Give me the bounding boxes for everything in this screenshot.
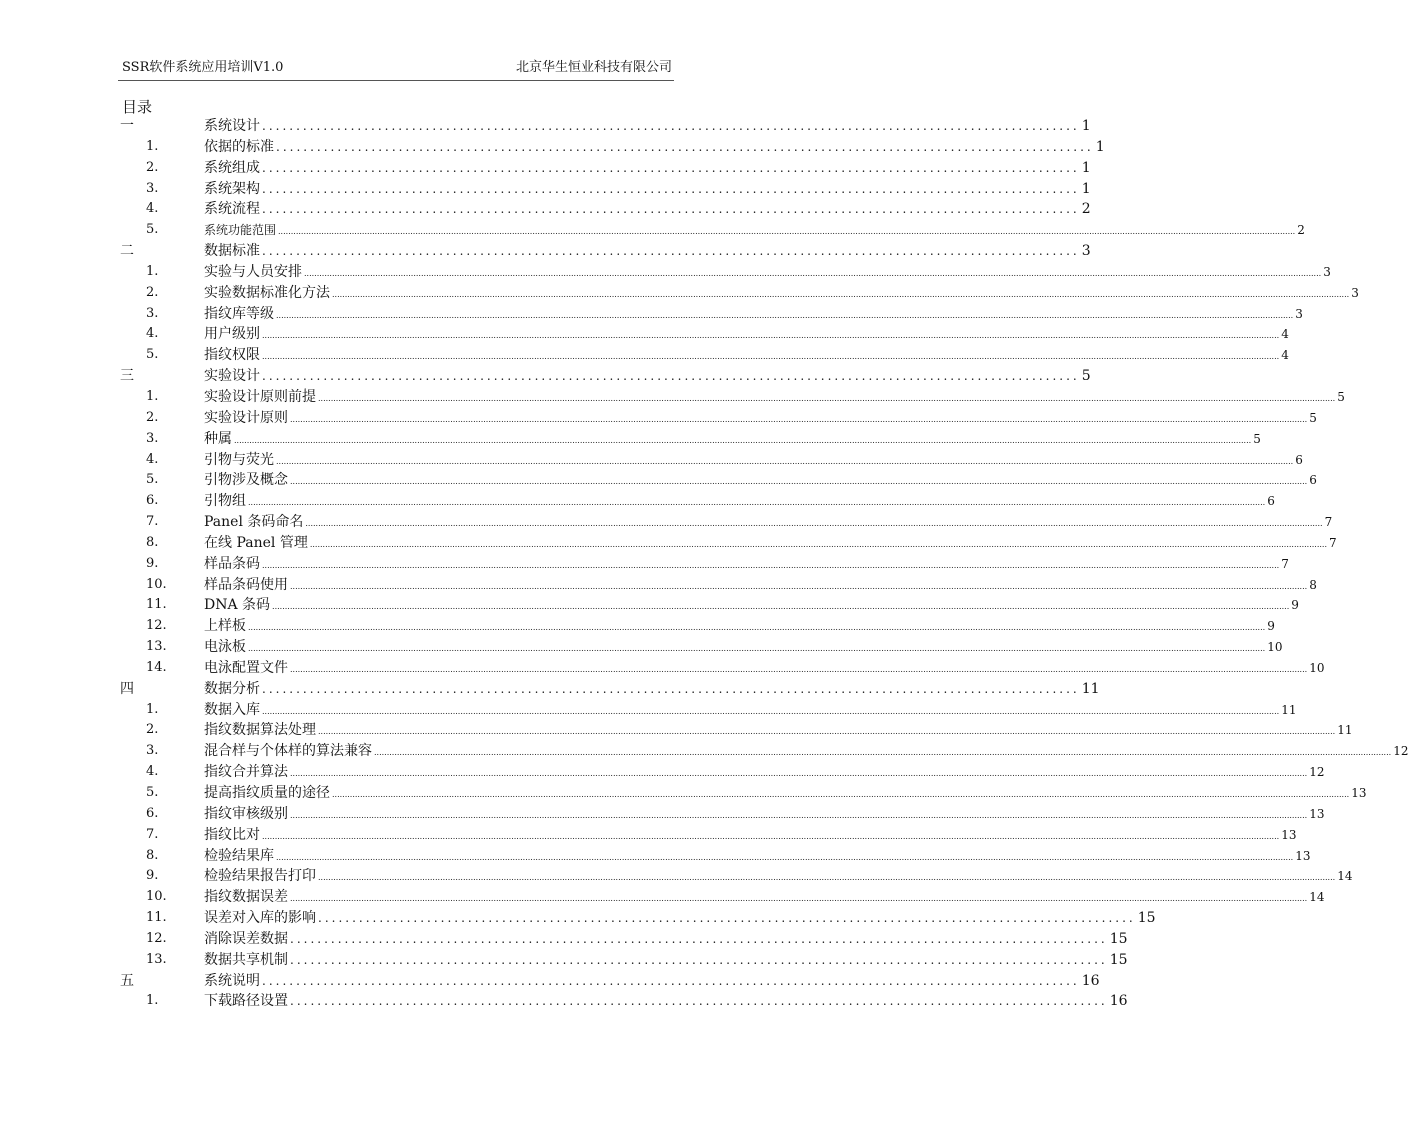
toc-entry[interactable] bbox=[120, 262, 1331, 283]
toc-entry-page-number: 3 bbox=[1323, 264, 1331, 279]
toc-entry-line bbox=[204, 450, 1303, 473]
toc-entry-title: 提高指纹质量的途径 bbox=[204, 783, 332, 804]
toc-entry[interactable] bbox=[120, 658, 1325, 679]
toc-entry-page-number: 10 bbox=[1267, 640, 1283, 655]
toc-entry[interactable] bbox=[120, 554, 1289, 575]
toc-entry-line bbox=[204, 950, 1128, 971]
header-company-name: 北京华生恒业科技有限公司 bbox=[515, 60, 672, 75]
toc-entry-title: 样品条码 bbox=[204, 554, 262, 575]
toc-entry-title: 种属 bbox=[204, 429, 234, 450]
toc-entry-page-number: 9 bbox=[1267, 619, 1275, 634]
toc-entry-page-number: 13 bbox=[1309, 806, 1325, 821]
page-header bbox=[122, 56, 672, 76]
toc-entry-page-number: 16 bbox=[1081, 972, 1100, 989]
toc-entry-title: 引物与荧光 bbox=[204, 450, 276, 471]
toc-leader-dots: ................................................................................................................................................................................................................................................................................................................................................................................................................ bbox=[374, 748, 1392, 758]
toc-entry[interactable] bbox=[120, 929, 1128, 950]
toc-entry-title: 实验与人员安排 bbox=[204, 262, 304, 283]
toc-entry-line bbox=[204, 262, 1331, 285]
toc-leader-dots: ................................................................................................................................................................................................................................................................................................................................................................................................................ bbox=[290, 810, 1308, 820]
toc-entry-title: 指纹库等级 bbox=[204, 304, 276, 325]
toc-entry-number: 2. bbox=[146, 159, 159, 175]
toc-leader-dots: ................................................................................................................................................................................................................................................................................................................................................................................................................ bbox=[262, 831, 1280, 841]
toc-entry[interactable] bbox=[120, 720, 1353, 741]
toc-entry-page-number: 13 bbox=[1295, 848, 1311, 863]
toc-entry-number: 6. bbox=[146, 805, 159, 821]
toc-leader-dots: ................................................................................................................................................................................................................................................................................................................................................................................................................ bbox=[276, 456, 1294, 466]
toc-entry-line bbox=[204, 887, 1325, 910]
toc-entry-page-number: 6 bbox=[1309, 473, 1317, 488]
toc-entry-line bbox=[204, 429, 1261, 452]
toc-entry-title: 上样板 bbox=[204, 616, 248, 637]
toc-entry[interactable] bbox=[120, 762, 1325, 783]
toc-entry-line bbox=[204, 804, 1325, 827]
header-document-title: SSR软件系统应用培训V1.0 bbox=[122, 60, 284, 75]
toc-entry-title: 电泳配置文件 bbox=[204, 658, 290, 679]
toc-entry-number: 13. bbox=[146, 951, 167, 967]
toc-leader-dots: ................................................................................................................................................................................................................................................................................................................................................................................................................ bbox=[290, 664, 1308, 674]
toc-entry[interactable] bbox=[120, 825, 1297, 846]
toc-leader-dots: ................................................................................................................................................................................................................................................................................................................................................................................................................ bbox=[262, 331, 1280, 341]
toc-entry-page-number: 15 bbox=[1109, 930, 1128, 947]
header-divider bbox=[118, 80, 674, 81]
toc-leader-dots: ........................................................................................................................ bbox=[262, 973, 1080, 988]
toc-entry-title: 指纹数据算法处理 bbox=[204, 720, 318, 741]
toc-entry-page-number: 8 bbox=[1309, 577, 1317, 592]
toc-entry-page-number: 4 bbox=[1281, 327, 1289, 342]
toc-entry-title: 指纹权限 bbox=[204, 345, 262, 366]
toc-entry-line bbox=[204, 137, 1105, 158]
toc-entry-line bbox=[204, 720, 1353, 743]
toc-leader-dots: ................................................................................................................................................................................................................................................................................................................................................................................................................ bbox=[234, 435, 1252, 445]
toc-entry[interactable] bbox=[120, 637, 1283, 658]
toc-entry[interactable] bbox=[120, 116, 1091, 137]
toc-entry-number: 五 bbox=[120, 972, 134, 989]
table-of-contents bbox=[120, 116, 1408, 1012]
toc-leader-dots: ................................................................................................................................................................................................................................................................................................................................................................................................................ bbox=[318, 727, 1336, 737]
toc-entry-line bbox=[204, 387, 1345, 410]
toc-leader-dots: ................................................................................................................................................................................................................................................................................................................................................................................................................ bbox=[262, 352, 1280, 362]
toc-entry[interactable] bbox=[120, 408, 1317, 429]
toc-entry-line bbox=[204, 825, 1297, 848]
toc-entry[interactable] bbox=[120, 324, 1289, 345]
toc-entry-title: 下载路径设置 bbox=[204, 991, 290, 1012]
toc-leader-dots: ........................................................................................................................ bbox=[262, 244, 1080, 259]
toc-leader-dots: ................................................................................................................................................................................................................................................................................................................................................................................................................ bbox=[276, 310, 1294, 320]
toc-entry[interactable] bbox=[120, 512, 1333, 533]
toc-entry-title: 实验设计原则前提 bbox=[204, 387, 318, 408]
toc-leader-dots: ........................................................................................................................ bbox=[262, 369, 1080, 384]
toc-entry[interactable] bbox=[120, 199, 1091, 220]
toc-entry-number: 3. bbox=[146, 430, 159, 446]
toc-entry-number: 1. bbox=[146, 388, 159, 404]
toc-entry-line bbox=[204, 408, 1317, 431]
toc-leader-dots: ................................................................................................................................................................................................................................................................................................................................................................................................................ bbox=[318, 393, 1336, 403]
toc-entry[interactable] bbox=[120, 616, 1275, 637]
toc-leader-dots: ................................................................................................................................................................................................................................................................................................................................................................................................................ bbox=[290, 894, 1308, 904]
toc-heading: 目录 bbox=[122, 98, 153, 116]
toc-entry-title: 系统设计 bbox=[204, 116, 262, 137]
toc-entry-page-number: 6 bbox=[1267, 494, 1275, 509]
toc-entry[interactable] bbox=[120, 304, 1303, 325]
toc-entry[interactable] bbox=[120, 971, 1100, 992]
toc-leader-dots: ................................................................................................................................................................................................................................................................................................................................................................................................................ bbox=[309, 539, 1328, 549]
toc-entry-line bbox=[204, 470, 1317, 493]
toc-entry[interactable] bbox=[120, 137, 1105, 158]
toc-leader-dots: ........................................................................................................................ bbox=[262, 160, 1080, 175]
toc-entry-number: 1. bbox=[146, 993, 159, 1009]
toc-entry-page-number: 1 bbox=[1081, 180, 1091, 197]
toc-leader-dots: ................................................................................................................................................................................................................................................................................................................................................................................................................ bbox=[272, 602, 1290, 612]
toc-leader-dots: ................................................................................................................................................................................................................................................................................................................................................................................................................ bbox=[290, 477, 1308, 487]
toc-leader-dots: ................................................................................................................................................................................................................................................................................................................................................................................................................ bbox=[262, 706, 1280, 716]
toc-entry-title: 依据的标准 bbox=[204, 137, 276, 158]
toc-entry-number: 10. bbox=[146, 576, 167, 592]
toc-entry[interactable] bbox=[120, 158, 1091, 179]
toc-entry-title: 系统组成 bbox=[204, 158, 262, 179]
toc-entry-line bbox=[204, 158, 1091, 179]
toc-entry-number: 5. bbox=[146, 347, 159, 363]
toc-entry-line bbox=[204, 908, 1156, 929]
toc-entry-page-number: 11 bbox=[1337, 723, 1353, 738]
toc-entry-title: 在线 Panel 管理 bbox=[204, 533, 310, 554]
toc-leader-dots: ................................................................................................................................................................................................................................................................................................................................................................................................................ bbox=[248, 644, 1266, 654]
toc-entry-title: 检验结果库 bbox=[204, 846, 276, 867]
toc-entry-number: 一 bbox=[120, 118, 134, 134]
toc-entry-number: 6. bbox=[146, 493, 159, 509]
toc-entry-title: 系统架构 bbox=[204, 179, 262, 200]
toc-leader-dots: ................................................................................................................................................................................................................................................................................................................................................................................................................ bbox=[305, 519, 1323, 529]
toc-leader-dots: ................................................................................................................................................................................................................................................................................................................................................................................................................ bbox=[248, 623, 1266, 633]
toc-entry-page-number: 14 bbox=[1309, 890, 1325, 905]
toc-entry-number: 11. bbox=[146, 910, 167, 926]
toc-leader-dots: ................................................................................................................................................................................................................................................................................................................................................................................................................ bbox=[318, 873, 1336, 883]
toc-entry-number: 四 bbox=[120, 680, 134, 697]
toc-leader-dots: ................................................................................................................................................................................................................................................................................................................................................................................................................ bbox=[290, 581, 1308, 591]
toc-entry-line bbox=[204, 866, 1353, 889]
toc-entry-line bbox=[204, 741, 1408, 764]
toc-leader-dots: ................................................................................................................................................................................................................................................................................................................................................................................................................ bbox=[248, 498, 1266, 508]
toc-leader-dots: ................................................................................................................................................................................................................................................................................................................................................................................................................ bbox=[278, 227, 1296, 237]
toc-entry-title: 实验设计原则 bbox=[204, 408, 290, 429]
toc-entry-page-number: 7 bbox=[1324, 515, 1333, 530]
toc-entry-page-number: 7 bbox=[1281, 556, 1289, 571]
toc-entry-title: 指纹审核级别 bbox=[204, 804, 290, 825]
toc-entry[interactable] bbox=[120, 179, 1091, 200]
toc-entry-line bbox=[204, 220, 1305, 243]
toc-entry-line bbox=[204, 762, 1325, 785]
toc-entry-number: 2. bbox=[146, 284, 159, 300]
toc-entry-line bbox=[204, 199, 1091, 220]
toc-entry-number: 5. bbox=[146, 222, 159, 238]
toc-entry-title: Panel 条码命名 bbox=[204, 512, 305, 533]
toc-entry-number: 13. bbox=[146, 639, 167, 655]
toc-entry-line bbox=[204, 929, 1128, 950]
toc-leader-dots: ........................................................................................................................ bbox=[318, 911, 1136, 926]
toc-entry-line bbox=[204, 241, 1091, 262]
toc-entry-line bbox=[204, 491, 1275, 514]
toc-entry[interactable] bbox=[120, 595, 1299, 616]
toc-entry-line bbox=[204, 116, 1091, 137]
toc-entry[interactable] bbox=[120, 991, 1128, 1012]
toc-entry-number: 5. bbox=[146, 472, 159, 488]
toc-entry-title: DNA 条码 bbox=[204, 595, 272, 616]
toc-entry-number: 9. bbox=[146, 868, 159, 884]
toc-entry[interactable] bbox=[120, 491, 1275, 512]
toc-entry-title: 引物组 bbox=[204, 491, 248, 512]
toc-entry-line bbox=[204, 616, 1275, 639]
toc-entry[interactable] bbox=[120, 366, 1091, 387]
toc-entry-page-number: 13 bbox=[1351, 786, 1367, 800]
toc-leader-dots: ........................................................................................................................ bbox=[290, 931, 1108, 946]
toc-entry-number: 3. bbox=[146, 305, 159, 321]
toc-entry-line bbox=[204, 679, 1100, 700]
toc-entry-title: 指纹合并算法 bbox=[204, 762, 290, 783]
toc-entry-number: 2. bbox=[146, 722, 159, 738]
toc-entry-number: 1. bbox=[146, 138, 159, 154]
toc-entry[interactable] bbox=[120, 679, 1100, 700]
toc-entry[interactable] bbox=[120, 866, 1353, 887]
toc-entry-title: 消除误差数据 bbox=[204, 929, 290, 950]
toc-entry-title: 误差对入库的影响 bbox=[204, 908, 318, 929]
toc-leader-dots: ................................................................................................................................................................................................................................................................................................................................................................................................................ bbox=[332, 790, 1350, 799]
toc-entry-page-number: 5 bbox=[1337, 389, 1345, 404]
toc-entry-page-number: 5 bbox=[1253, 431, 1261, 446]
toc-entry-number: 8. bbox=[146, 534, 159, 550]
toc-entry-page-number: 5 bbox=[1081, 368, 1091, 385]
toc-entry-number: 14. bbox=[146, 659, 167, 675]
toc-entry-page-number: 12 bbox=[1309, 765, 1325, 780]
toc-entry-page-number: 3 bbox=[1351, 285, 1359, 300]
toc-entry-number: 4. bbox=[146, 764, 159, 780]
toc-entry[interactable] bbox=[120, 908, 1156, 929]
toc-entry-number: 11. bbox=[146, 597, 167, 613]
toc-entry-number: 3. bbox=[146, 180, 159, 196]
toc-entry-page-number: 16 bbox=[1109, 993, 1128, 1010]
toc-entry-title: 用户级别 bbox=[204, 324, 262, 345]
toc-entry[interactable] bbox=[120, 387, 1345, 408]
toc-entry-line bbox=[204, 179, 1091, 200]
toc-entry[interactable] bbox=[120, 846, 1311, 867]
toc-entry-title: 数据入库 bbox=[204, 700, 262, 721]
toc-entry-number: 4. bbox=[146, 451, 159, 467]
toc-entry-line bbox=[204, 324, 1289, 347]
toc-entry-title: 混合样与个体样的算法兼容 bbox=[204, 741, 374, 762]
toc-entry-line bbox=[204, 366, 1091, 387]
toc-entry-number: 12. bbox=[146, 618, 167, 634]
toc-entry-title: 系统说明 bbox=[204, 971, 262, 992]
toc-entry-page-number: 12 bbox=[1393, 744, 1408, 759]
toc-entry-page-number: 1 bbox=[1081, 159, 1091, 176]
toc-entry-number: 2. bbox=[146, 409, 159, 425]
toc-entry-number: 5. bbox=[146, 785, 159, 800]
toc-entry-number: 7. bbox=[146, 514, 159, 530]
toc-entry-number: 7. bbox=[146, 826, 159, 842]
toc-entry-number: 4. bbox=[146, 326, 159, 342]
toc-entry[interactable] bbox=[120, 700, 1297, 721]
toc-entry-number: 三 bbox=[120, 368, 134, 385]
toc-entry-page-number: 7 bbox=[1329, 535, 1337, 550]
toc-entry-page-number: 3 bbox=[1295, 306, 1303, 321]
toc-entry[interactable] bbox=[120, 429, 1261, 450]
toc-entry-line bbox=[204, 304, 1303, 327]
toc-entry-page-number: 14 bbox=[1337, 869, 1353, 884]
toc-entry-number: 3. bbox=[146, 743, 159, 759]
toc-entry-title: 实验设计 bbox=[204, 366, 262, 387]
toc-entry-title: 样品条码使用 bbox=[204, 575, 290, 596]
toc-leader-dots: ........................................................................................................................ bbox=[290, 952, 1108, 967]
toc-entry[interactable] bbox=[120, 283, 1359, 304]
toc-entry-page-number: 15 bbox=[1137, 910, 1156, 927]
toc-entry-title: 系统流程 bbox=[204, 199, 262, 220]
toc-entry-number: 8. bbox=[146, 847, 159, 863]
toc-entry[interactable] bbox=[120, 950, 1128, 971]
toc-leader-dots: ........................................................................................................................ bbox=[262, 681, 1080, 696]
toc-leader-dots: ........................................................................................................................ bbox=[262, 119, 1080, 133]
toc-entry-title: 指纹数据误差 bbox=[204, 887, 290, 908]
toc-entry[interactable] bbox=[120, 220, 1305, 241]
toc-entry[interactable] bbox=[120, 345, 1289, 366]
toc-entry[interactable] bbox=[120, 887, 1325, 908]
toc-entry-title: 数据标准 bbox=[204, 241, 262, 262]
toc-leader-dots: ........................................................................................................................ bbox=[262, 202, 1080, 217]
toc-entry[interactable] bbox=[120, 804, 1325, 825]
toc-entry-title: 实验数据标准化方法 bbox=[204, 283, 332, 304]
toc-entry-page-number: 5 bbox=[1309, 410, 1317, 425]
toc-entry-number: 1. bbox=[146, 263, 159, 279]
toc-entry[interactable] bbox=[120, 783, 1367, 804]
toc-entry-line bbox=[204, 846, 1311, 869]
toc-leader-dots: ................................................................................................................................................................................................................................................................................................................................................................................................................ bbox=[304, 268, 1322, 278]
toc-entry-number: 1. bbox=[146, 701, 159, 717]
toc-entry-title: 检验结果报告打印 bbox=[204, 866, 318, 887]
toc-entry-title: 电泳板 bbox=[204, 637, 248, 658]
toc-entry-line bbox=[204, 658, 1325, 681]
toc-entry-number: 10. bbox=[146, 889, 167, 905]
toc-entry-line bbox=[204, 533, 1337, 556]
toc-entry-page-number: 15 bbox=[1109, 951, 1128, 968]
toc-entry[interactable] bbox=[120, 470, 1317, 491]
toc-entry-page-number: 9 bbox=[1291, 598, 1299, 613]
toc-entry-line bbox=[204, 595, 1299, 618]
toc-entry-page-number: 6 bbox=[1295, 452, 1303, 467]
toc-entry[interactable] bbox=[120, 241, 1091, 262]
toc-entry-line bbox=[204, 345, 1289, 368]
toc-leader-dots: ........................................................................................................................ bbox=[276, 139, 1094, 154]
toc-entry-line bbox=[204, 700, 1297, 723]
toc-leader-dots: ................................................................................................................................................................................................................................................................................................................................................................................................................ bbox=[290, 769, 1308, 779]
toc-entry-line bbox=[204, 554, 1289, 577]
toc-entry-title: 数据共享机制 bbox=[204, 950, 290, 971]
toc-entry-line bbox=[204, 512, 1333, 535]
toc-leader-dots: ................................................................................................................................................................................................................................................................................................................................................................................................................ bbox=[332, 289, 1350, 299]
toc-entry-number: 4. bbox=[146, 201, 159, 217]
toc-entry-line bbox=[204, 283, 1359, 306]
toc-entry-title: 系统功能范围 bbox=[204, 220, 278, 241]
toc-entry-title: 引物涉及概念 bbox=[204, 470, 290, 491]
toc-entry-line bbox=[204, 637, 1283, 660]
toc-entry-number: 二 bbox=[120, 243, 134, 260]
toc-entry-page-number: 2 bbox=[1297, 223, 1305, 238]
toc-leader-dots: ........................................................................................................................ bbox=[262, 181, 1080, 196]
toc-entry-number: 9. bbox=[146, 555, 159, 571]
toc-entry-line bbox=[204, 991, 1128, 1012]
toc-entry-page-number: 13 bbox=[1281, 827, 1297, 842]
toc-leader-dots: ................................................................................................................................................................................................................................................................................................................................................................................................................ bbox=[276, 852, 1294, 862]
toc-entry-page-number: 3 bbox=[1081, 243, 1091, 260]
toc-entry-page-number: 11 bbox=[1281, 702, 1297, 717]
toc-leader-dots: ................................................................................................................................................................................................................................................................................................................................................................................................................ bbox=[290, 414, 1308, 424]
toc-entry[interactable] bbox=[120, 450, 1303, 471]
toc-entry-title: 指纹比对 bbox=[204, 825, 262, 846]
toc-entry[interactable] bbox=[120, 741, 1408, 762]
toc-entry-line bbox=[204, 575, 1317, 598]
toc-entry[interactable] bbox=[120, 533, 1337, 554]
toc-entry-line bbox=[204, 783, 1367, 806]
toc-entry-number: 12. bbox=[146, 930, 167, 946]
toc-entry-page-number: 11 bbox=[1081, 680, 1100, 697]
toc-entry-title: 数据分析 bbox=[204, 679, 262, 700]
toc-entry-page-number: 1 bbox=[1095, 138, 1105, 155]
toc-leader-dots: ........................................................................................................................ bbox=[290, 994, 1108, 1009]
toc-leader-dots: ................................................................................................................................................................................................................................................................................................................................................................................................................ bbox=[262, 560, 1280, 570]
toc-entry-page-number: 1 bbox=[1081, 118, 1091, 134]
toc-entry-line bbox=[204, 971, 1100, 992]
toc-entry-page-number: 10 bbox=[1309, 660, 1325, 675]
toc-entry[interactable] bbox=[120, 575, 1317, 596]
toc-entry-page-number: 2 bbox=[1081, 201, 1091, 218]
toc-entry-page-number: 4 bbox=[1281, 348, 1289, 363]
